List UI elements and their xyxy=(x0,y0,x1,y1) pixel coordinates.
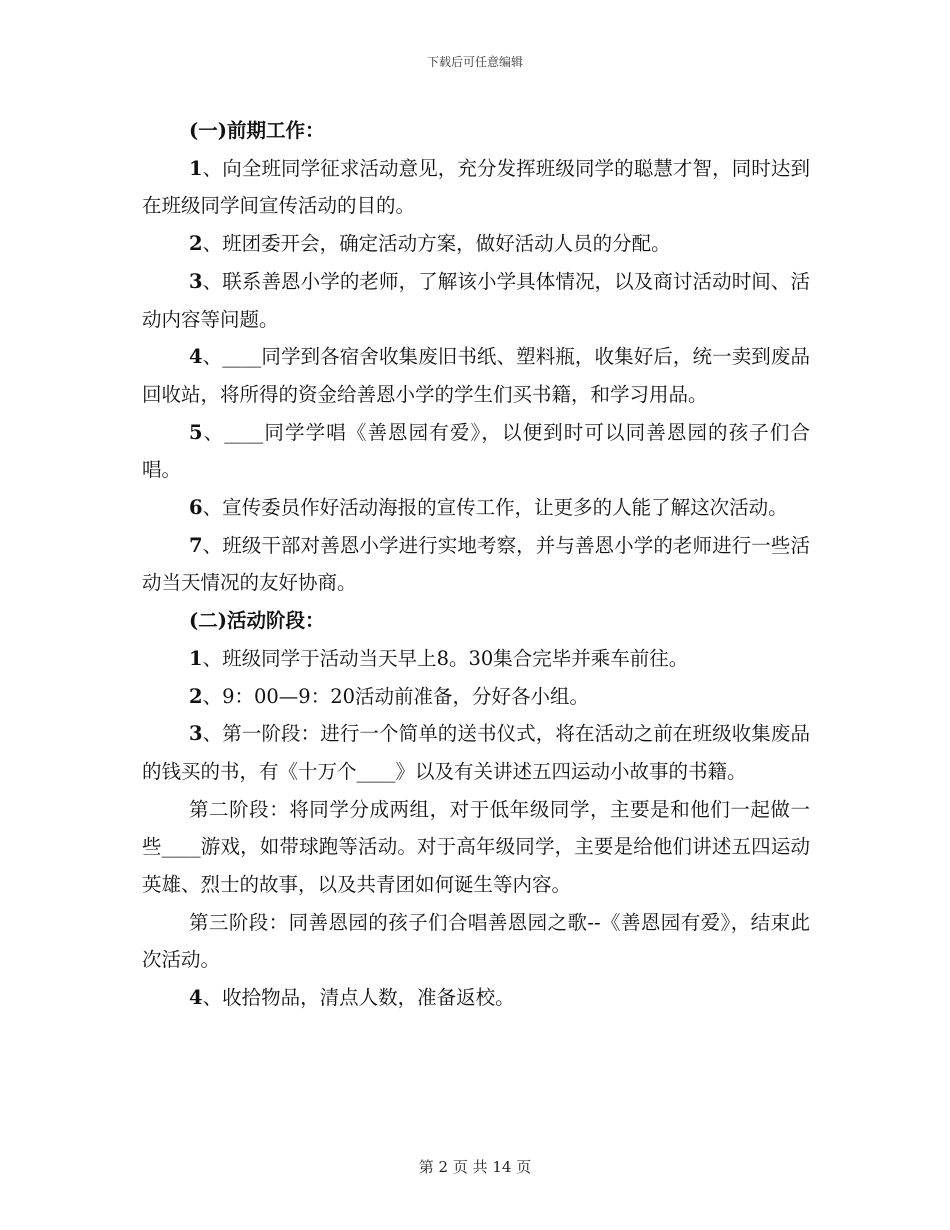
item-number: 1 xyxy=(189,646,203,670)
list-item xyxy=(142,338,810,413)
item-text: 、向全班同学征求活动意见，充分发挥班级同学的聪慧才智，同时达到在班级同学间宣传活动的目的。 xyxy=(142,156,810,218)
list-item xyxy=(142,489,810,527)
item-text: 、联系善恩小学的老师，了解该小学具体情况，以及商讨活动时间、活动内容等问题。 xyxy=(142,269,810,331)
item-text: 、班级干部对善恩小学进行实地考察，并与善恩小学的老师进行一些活动当天情况的友好协商。 xyxy=(142,533,810,595)
item-number: 7 xyxy=(189,533,203,557)
item-number: 4 xyxy=(189,986,203,1010)
item-number: 2 xyxy=(189,684,203,708)
list-item xyxy=(142,678,810,716)
list-item xyxy=(142,527,810,602)
item-text: 、____同学到各宿舍收集废旧书纸、塑料瓶，收集好后，统一卖到废品回收站，将所得的资金给善恩小学的学生们买书籍，和学习用品。 xyxy=(142,345,810,406)
item-number: 3 xyxy=(189,722,203,746)
item-text: 、第一阶段：进行一个简单的送书仪式，将在活动之前在班级收集废品的钱买的书，有《十万个____》以及有关讲述五四运动小故事的书籍。 xyxy=(142,722,810,783)
item-text: 、____同学学唱《善恩园有爱》，以便到时可以同善恩园的孩子们合唱。 xyxy=(142,420,810,482)
list-item xyxy=(142,225,810,263)
list-item xyxy=(142,263,810,338)
item-number: 5 xyxy=(189,420,203,444)
item-text: 、9：00—9：20活动前准备，分好各小组。 xyxy=(202,684,590,708)
stage-three-paragraph: 第三阶段：同善恩园的孩子们合唱善恩园之歌--《善恩园有爱》，结束此次活动。 xyxy=(142,910,810,972)
item-text: 、班团委开会，确定活动方案，做好活动人员的分配。 xyxy=(202,232,671,256)
item-text: 、宣传委员作好活动海报的宣传工作，让更多的人能了解这次活动。 xyxy=(202,496,788,520)
item-number: 3 xyxy=(189,269,203,293)
list-item xyxy=(142,979,810,1017)
section-heading-preparation: (一)前期工作： xyxy=(189,119,325,142)
item-number: 2 xyxy=(189,232,203,256)
list-item xyxy=(142,715,810,790)
list-item xyxy=(142,414,810,489)
list-item xyxy=(142,640,810,678)
section-heading-activity: (二)活动阶段： xyxy=(189,609,325,633)
page-number: 第 2 页 共 14 页 xyxy=(418,1158,532,1176)
item-text: 、收拾物品，清点人数，准备返校。 xyxy=(202,986,515,1010)
stage-two-paragraph: 第二阶段：将同学分成两组，对于低年级同学，主要是和他们一起做一些____游戏，如带球跑等活动。对于高年级同学，主要是给他们讲述五四运动英雄、烈士的故事，以及共青团如何诞生等内容。 xyxy=(142,797,810,897)
header-note: 下载后可任意编辑 xyxy=(426,55,523,69)
list-item xyxy=(142,150,810,225)
item-text: 、班级同学于活动当天早上8。30集合完毕并乘车前往。 xyxy=(202,646,689,670)
item-number: 4 xyxy=(189,345,203,369)
item-number: 6 xyxy=(189,496,203,520)
document-body xyxy=(142,112,810,1017)
item-number: 1 xyxy=(189,156,203,180)
